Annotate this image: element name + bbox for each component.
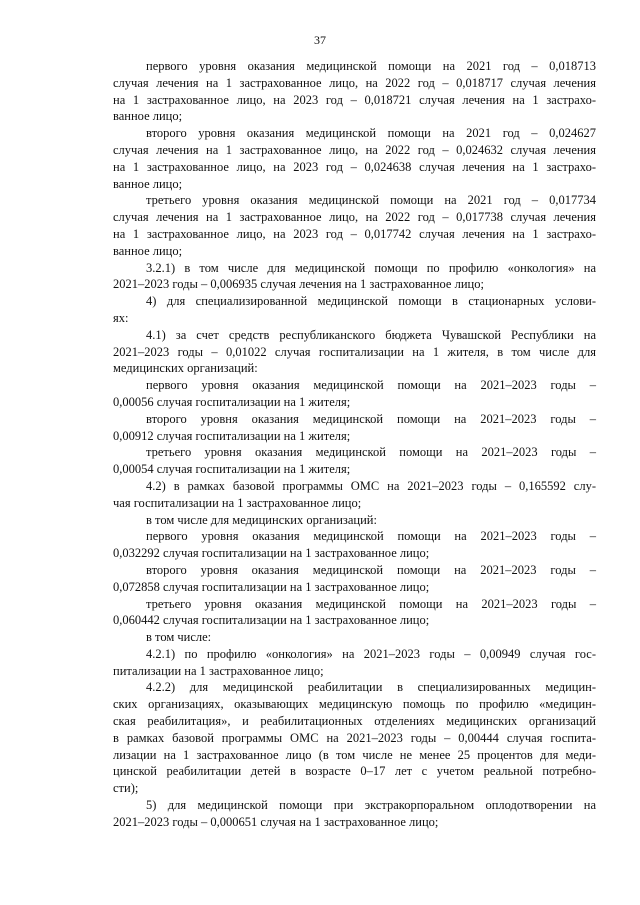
text-line: первого уровня оказания медицинской помощи на 2021–2023 годы – [146,529,596,544]
text-line: ская реабилитация», и реабилитационных отделениях медицинских организаций [113,714,596,729]
text-line: случая лечения на 1 застрахованное лицо, на 2022 год – 0,018717 случая лечения [113,75,596,90]
text-line: на 1 застрахованное лицо, на 2023 год – 0,024638 случая лечения на 1 застрахо- [113,159,596,174]
text-line: в рамках базовой программы ОМС на 2021–2023 годы – 0,00444 случая госпита- [113,730,596,745]
text-line: 0,032292 случая госпитализации на 1 застрахованное лицо; [113,546,430,561]
text-line: 4.2.2) для медицинской реабилитации в специализированных медицин- [146,680,596,695]
text-line: 0,060442 случая госпитализации на 1 застрахованное лицо; [113,613,430,628]
text-line: случая лечения на 1 застрахованное лицо, на 2022 год – 0,017738 случая лечения [113,210,596,225]
text-line: 3.2.1) в том числе для медицинской помощи по профилю «онкология» на [146,260,596,275]
text-line: медицинских организаций: [113,361,258,376]
text-line: ванное лицо; [113,109,183,124]
text-line: 4.1) за счет средств республиканского бюджета Чувашской Республики на [146,327,596,342]
text-line: 0,00056 случая госпитализации на 1 жителя; [113,394,351,409]
text-line: 4) для специализированной медицинской помощи в стационарных услови- [146,294,596,309]
text-line: второго уровня оказания медицинской помощи на 2021 год – 0,024627 [146,126,596,141]
text-line: 5) для медицинской помощи при экстракорпоральном оплодотворении на [146,798,596,813]
text-line: ских организациях, оказывающих медицинскую помощь по профилю «медицин- [113,697,596,712]
text-line: случая лечения на 1 застрахованное лицо, на 2022 год – 0,024632 случая лечения [113,142,596,157]
text-line: 0,00912 случая госпитализации на 1 жителя; [113,428,351,443]
text-line: третьего уровня оказания медицинской помощи на 2021 год – 0,017734 [146,193,596,208]
text-line: чая госпитализации на 1 застрахованное лицо; [113,495,362,510]
text-line: третьего уровня оказания медицинской помощи на 2021–2023 годы – [146,596,596,611]
text-line: 4.2.1) по профилю «онкология» на 2021–2023 годы – 0,00949 случая гос- [146,646,596,661]
text-line: ванное лицо; [113,243,183,258]
text-line: 4.2) в рамках базовой программы ОМС на 2021–2023 годы – 0,165592 слу- [146,478,596,493]
text-line: третьего уровня оказания медицинской помощи на 2021–2023 годы – [146,445,596,460]
text-line: в том числе: [146,630,212,645]
text-line: цинской реабилитации детей в возрасте 0–17 лет с учетом реальной потребно- [113,764,596,779]
text-line: 2021–2023 годы – 0,01022 случая госпитализации на 1 жителя, в том числе для [113,344,596,359]
text-line: сти); [113,781,139,796]
text-line: первого уровня оказания медицинской помощи на 2021–2023 годы – [146,378,596,393]
text-line: 2021–2023 годы – 0,006935 случая лечения на 1 застрахованное лицо; [113,277,484,292]
text-line: ванное лицо; [113,176,183,191]
text-line: 0,072858 случая госпитализации на 1 застрахованное лицо; [113,579,430,594]
text-line: лизации на 1 застрахованное лицо (в том числе не менее 25 процентов для меди- [113,747,596,762]
text-line: на 1 застрахованное лицо, на 2023 год – 0,018721 случая лечения на 1 застрахо- [113,92,596,107]
document-body [113,58,596,831]
text-line: первого уровня оказания медицинской помощи на 2021 год – 0,018713 [146,59,596,73]
page-number: 37 [314,33,326,47]
text-line: второго уровня оказания медицинской помощи на 2021–2023 годы – [146,562,596,577]
text-line: ях: [113,310,129,325]
text-line: в том числе для медицинских организаций: [146,512,377,527]
text-line: 2021–2023 годы – 0,000651 случая на 1 застрахованное лицо; [113,814,439,829]
text-line: 0,00054 случая госпитализации на 1 жителя; [113,462,351,477]
text-line: питализации на 1 застрахованное лицо; [113,663,324,678]
text-line: на 1 застрахованное лицо, на 2023 год – 0,017742 случая лечения на 1 застрахо- [113,226,596,241]
text-line: второго уровня оказания медицинской помощи на 2021–2023 годы – [146,411,596,426]
